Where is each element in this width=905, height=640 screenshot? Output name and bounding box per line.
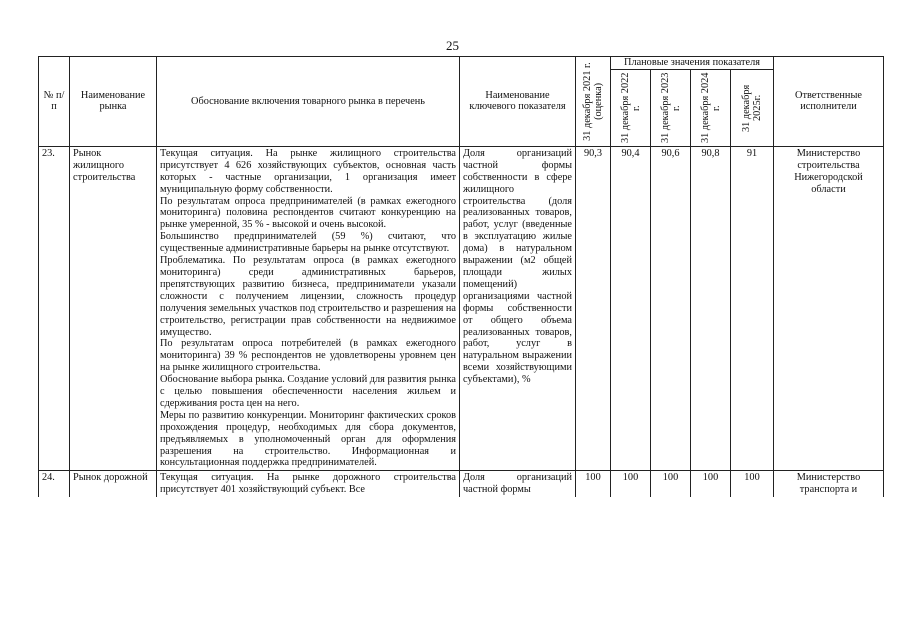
row-value-2022: 90,4 — [611, 146, 651, 470]
justification-paragraph: Текущая ситуация. На рынке жилищного строительства присутствует 4 626 хозяйствующих субъектов, основная часть которых - частные организации, 1 организация имеет муниципальную форму собственности. — [160, 147, 456, 195]
row-value-2025: 100 — [731, 471, 774, 497]
table-row — [39, 471, 884, 497]
table-row — [39, 146, 884, 470]
header-year-2022: 31 декабря 2022 г. — [611, 69, 651, 146]
header-year-2023: 31 декабря 2023 г. — [651, 69, 691, 146]
header-justification: Обоснование включения товарного рынка в перечень — [157, 57, 460, 147]
row-responsible: Министерство строительства Нижегородской области — [774, 146, 884, 470]
header-indicator: Наименование ключевого показателя — [460, 57, 576, 147]
page-number: 25 — [446, 38, 459, 53]
row-justification — [157, 146, 460, 470]
row-value-2024: 90,8 — [691, 146, 731, 470]
justification-paragraph: Обоснование выбора рынка. Создание условий для развития рынка с целью повышения обеспеченности населения жильем и сдерживания роста цен на него. — [160, 374, 456, 409]
header-row — [39, 57, 884, 70]
row-value-2024: 100 — [691, 471, 731, 497]
market-table — [38, 56, 884, 497]
row-responsible: Министерство транспорта и — [774, 471, 884, 497]
justification-paragraph: Большинство предпринимателей (59 %) считают, что существенные административные барьеры на рынке отсутствуют. — [160, 231, 456, 255]
header-num: № п/п — [39, 57, 70, 147]
row-market: Рынок дорожной — [70, 471, 157, 497]
row-justification — [157, 471, 460, 497]
row-num: 24. — [39, 471, 70, 497]
header-year-2021: 31 декабря 2021 г. (оценка) — [576, 57, 611, 147]
justification-paragraph: Проблематика. По результатам опроса (в рамках ежегодного мониторинга) среди административных барьеров, препятствующих развитию бизнеса, предприниматели указали сложности с получением лицензии, сложность процедур получения земельных участков под строительство и разрешения на строительство, регистрации прав собственности на недвижимое имущество. — [160, 255, 456, 338]
row-value-2021: 100 — [576, 471, 611, 497]
justification-paragraph: По результатам опроса предпринимателей (в рамках ежегодного мониторинга) половина респондентов считают конкуренцию на рынке умеренной, 35 % - высокой и очень высокой. — [160, 195, 456, 231]
header-year-2024: 31 декабря 2024 г. — [691, 69, 731, 146]
header-responsible: Ответственные исполнители — [774, 57, 884, 147]
row-indicator: Доля организаций частной формы собственности в сфере жилищного строительства (доля реализованных товаров, работ, услуг (введенные в эксплуатацию жилые дома) в натуральном выражении (м2 общей площади жилых помещений) организациями частной формы собственности от общего объема реализованных товаров, работ, услуг в натуральном выражении всеми хозяйствующими субъектами), % — [460, 146, 576, 470]
row-value-2023: 90,6 — [651, 146, 691, 470]
header-market: Наименование рынка — [70, 57, 157, 147]
row-num: 23. — [39, 146, 70, 470]
header-year-2025: 31 декабря 2025г. — [731, 69, 774, 146]
justification-paragraph: Текущая ситуация. На рынке дорожного строительства присутствует 401 хозяйствующий субъект. Все — [160, 472, 456, 496]
row-indicator: Доля организаций частной формы — [460, 471, 576, 497]
row-value-2023: 100 — [651, 471, 691, 497]
justification-paragraph: Меры по развитию конкуренции. Мониторинг фактических сроков прохождения процедур, необходимых для сбора документов, предъявляемых в уполномоченный орган для оформления разрешения на строительство. Информационная и консультационная поддержка предпринимателей. — [160, 409, 456, 469]
justification-paragraph: По результатам опроса потребителей (в рамках ежегодного мониторинга) 39 % респондентов не удовлетворены уровнем цен на рынке жилищного строительства. — [160, 338, 456, 374]
row-value-2022: 100 — [611, 471, 651, 497]
row-value-2021: 90,3 — [576, 146, 611, 470]
header-planned: Плановые значения показателя — [611, 57, 774, 70]
row-value-2025: 91 — [731, 146, 774, 470]
row-market: Рынок жилищного строительства — [70, 146, 157, 470]
